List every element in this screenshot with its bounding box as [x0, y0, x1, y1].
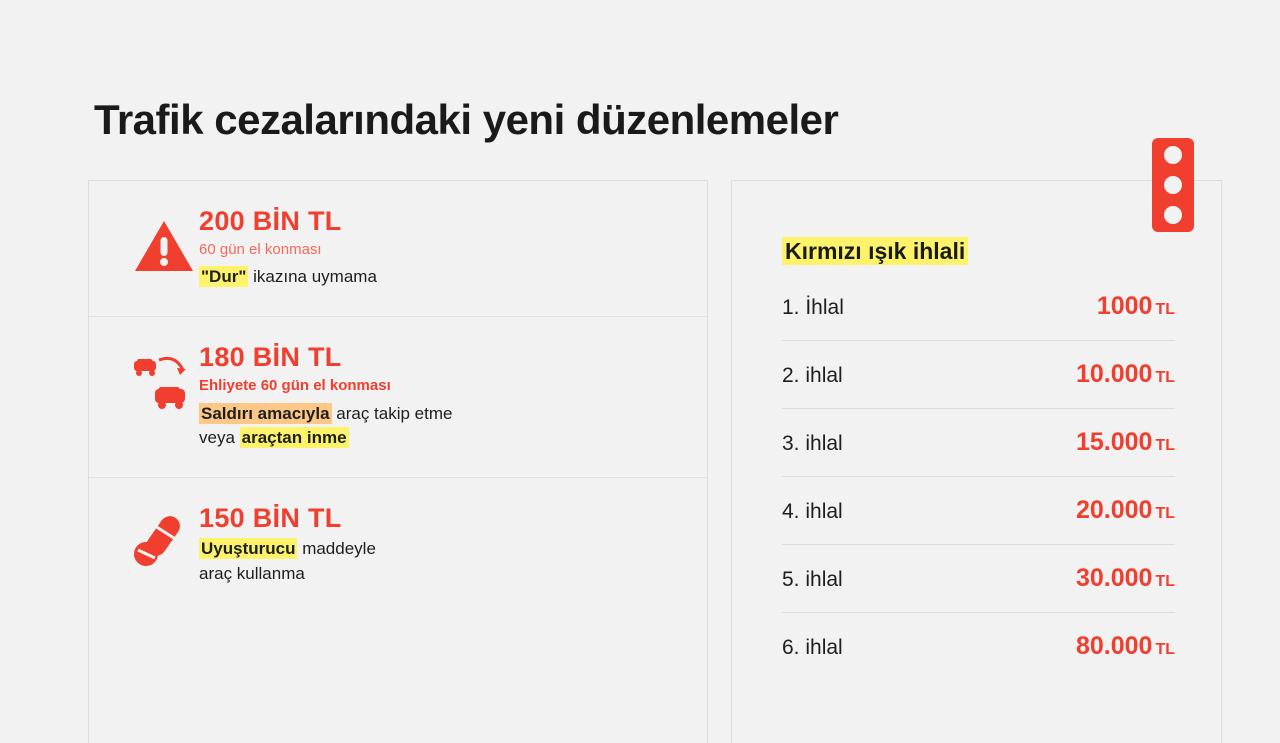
fine-subtitle: Ehliyete 60 gün el konması [199, 376, 391, 394]
violation-label: 4. ihlal [782, 500, 843, 523]
traffic-light-icon [1152, 138, 1194, 232]
fine-amount: 150 BİN TL [199, 502, 342, 533]
violation-label: 6. ihlal [782, 636, 843, 659]
fine-description-highlight: Saldırı amacıyla [201, 403, 330, 423]
car-chase-icon [133, 351, 195, 413]
fine-description-highlight: Uyuşturucu [201, 539, 296, 559]
violation-list [782, 273, 1175, 680]
red-light-card [731, 180, 1222, 743]
violation-currency: TL [1155, 301, 1175, 318]
fine-description-line2: araç kullanma [199, 564, 305, 584]
fine-description-rest: ikazına uymama [248, 267, 377, 287]
violation-amount: 10.000 TL [1075, 360, 1175, 388]
fine-row [89, 478, 707, 613]
fine-amount: 200 BİN TL [199, 206, 342, 236]
violation-row [782, 545, 1175, 613]
page-title: Trafik cezalarındaki yeni düzenlemeler [94, 96, 839, 144]
fine-row [89, 181, 707, 317]
fine-subtitle: 60 gün el konması [199, 240, 322, 258]
fine-description-highlight: "Dur" [201, 267, 247, 287]
violation-currency: TL [1155, 369, 1175, 386]
violation-amount: 1000 TL [1096, 292, 1175, 320]
violation-row [782, 613, 1175, 680]
violation-amount: 15.000 TL [1075, 428, 1175, 456]
violation-amount: 80.000 TL [1075, 632, 1175, 660]
violation-currency: TL [1155, 573, 1175, 590]
fine-row [89, 317, 707, 478]
violation-row [782, 409, 1175, 477]
fine-amount: 180 BİN TL [199, 342, 342, 373]
warning-triangle-icon [133, 215, 195, 277]
fine-description-rest: maddeyle [297, 539, 376, 559]
red-light-title: Kırmızı ışık ihlali [782, 238, 968, 265]
fine-description-line2-pre: veya [199, 428, 240, 448]
fine-description [199, 265, 677, 290]
violation-currency: TL [1155, 437, 1175, 454]
fine-description [199, 402, 677, 451]
violation-currency: TL [1155, 641, 1175, 658]
traffic-light-lamp-yellow [1162, 174, 1184, 196]
violation-row [782, 477, 1175, 545]
violation-currency: TL [1155, 505, 1175, 522]
fine-description [199, 537, 677, 586]
violation-label: 2. ihlal [782, 364, 843, 387]
violation-label: 1. İhlal [782, 296, 844, 319]
pills-icon [133, 512, 195, 574]
traffic-light-lamp-red [1162, 144, 1184, 166]
fine-description-rest: araç takip etme [331, 403, 453, 423]
violation-label: 3. ihlal [782, 432, 843, 455]
violation-amount: 30.000 TL [1075, 564, 1175, 592]
fines-card [88, 180, 708, 743]
violation-amount: 20.000 TL [1075, 496, 1175, 524]
fine-description-line2-highlight: araçtan inme [241, 428, 347, 448]
violation-row [782, 273, 1175, 341]
traffic-light-lamp-green [1162, 204, 1184, 226]
violation-row [782, 341, 1175, 409]
violation-label: 5. ihlal [782, 568, 843, 591]
